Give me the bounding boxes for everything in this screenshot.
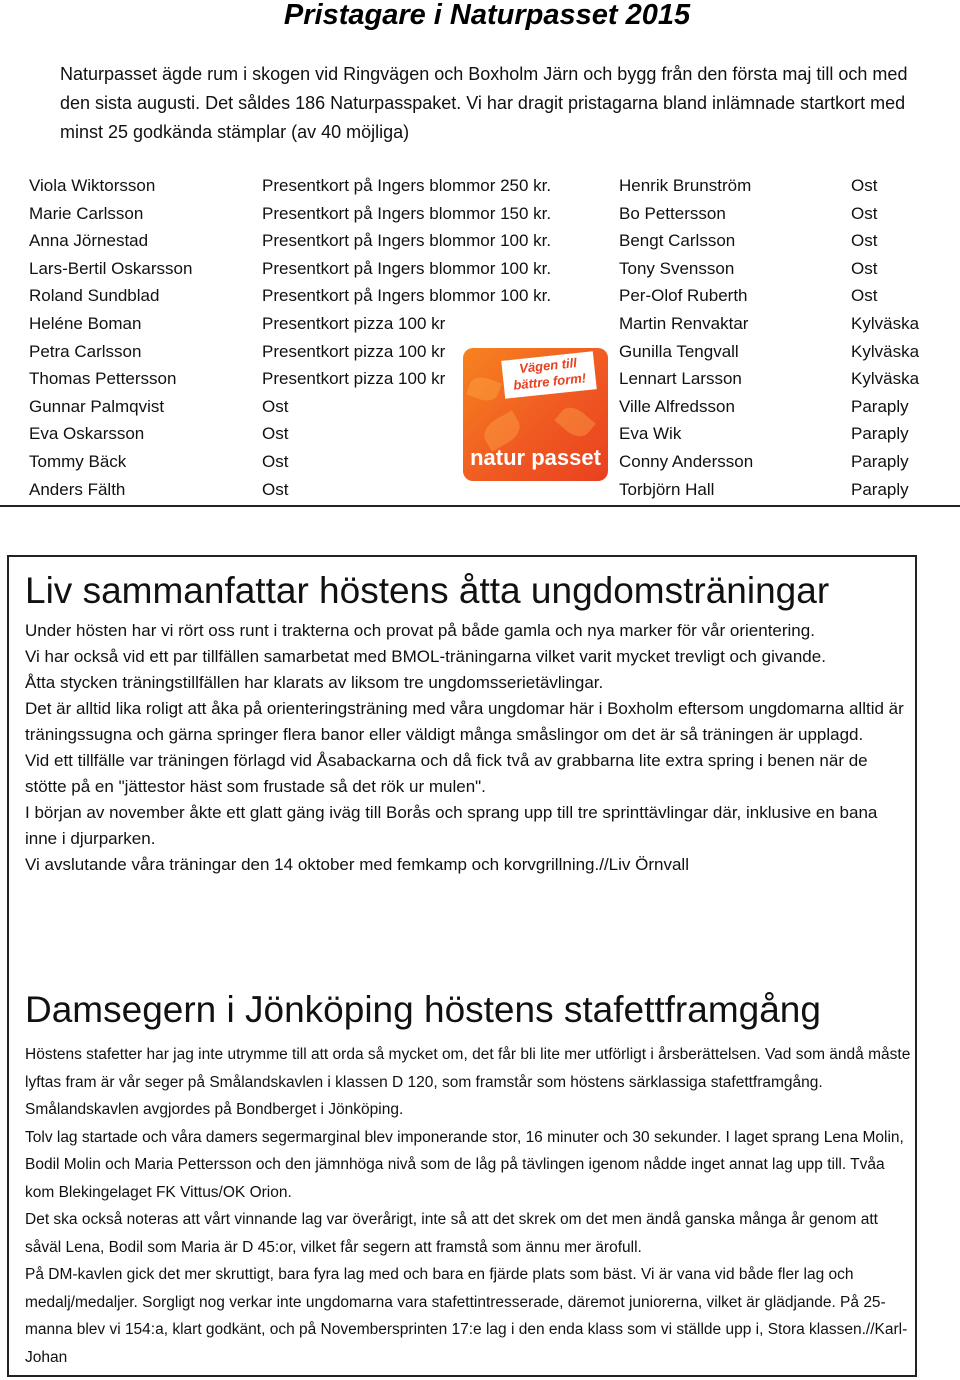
logo-brand: natur passet: [470, 445, 601, 470]
winner-prize: Presentkort på Ingers blommor 100 kr.: [262, 286, 552, 306]
article2-paragraph: Höstens stafetter har jag inte utrymme till att orda så mycket om, det får bli lite mer utförligt i årsberättelsen. Vad som ändå måste lyftas fram är vår seger på Smålandskavlen i klassen D 120, som framstår som höstens särklassiga stafettframgång. Smålandskavlen avgjordes på Bondberget i Jönköping.: [25, 1046, 911, 1118]
naturpasset-logo: [463, 348, 608, 481]
news-box: [7, 555, 917, 1377]
winner-prize: Presentkort på Ingers blommor 100 kr.: [262, 231, 552, 251]
winner-prize: Ost: [851, 286, 878, 306]
winner-name: Lennart Larsson: [619, 369, 742, 389]
winner-prize: Presentkort pizza 100 kr: [262, 313, 446, 333]
page-title: Pristagare i Naturpasset 2015: [283, 0, 691, 31]
winner-row: [29, 282, 949, 310]
winner-prize: Paraply: [851, 479, 909, 499]
winner-name: Lars-Bertil Oskarsson: [29, 258, 193, 278]
winner-prize: Paraply: [851, 396, 909, 416]
winner-prize: Presentkort på Ingers blommor 150 kr.: [262, 203, 552, 223]
article1-paragraph: I början av november åkte ett glatt gäng iväg till Borås och sprang upp till tre sprinttävlingar där, inklusive en bana inne i djurparken.: [25, 803, 878, 848]
article2-paragraph: På DM-kavlen gick det mer skruttigt, bara fyra lag med och bara en fjärde plats som bäst. Vi är vana vid både fler lag och medalj/medaljer. Sorgligt nog verkar inte ungdomarna vara stafettintresserade, däremot juniorerna, vilket är glädjande. På 25-manna blev vi 154:a, klart godkänt, och på Novembersprinten 17:e lag i den enda klass som vi ställde upp i, Stora klassen.//Karl-Johan: [25, 1266, 908, 1366]
article1-body: [25, 618, 905, 878]
article2-body: [25, 1041, 915, 1371]
winner-row: [29, 172, 949, 200]
winner-row: [29, 310, 949, 338]
article2-paragraph: Tolv lag startade och våra damers segermarginal blev imponerande stor, 16 minuter och 30 sekunder. I laget sprang Lena Molin, Bodil Molin och Maria Pettersson och den jämnhöga nivå som de låg på tävlingen igenom nådde inget annat lag upp till. Tvåa kom Blekingelaget FK Vittus/OK Orion.: [25, 1128, 904, 1201]
winner-name: Anders Fälth: [29, 479, 126, 499]
article2-heading: Damsegern i Jönköping höstens stafettframgång: [25, 989, 821, 1030]
winner-prize: Ost: [262, 396, 289, 416]
winner-prize: Ost: [851, 258, 878, 278]
winner-name: Gunilla Tengvall: [619, 341, 739, 361]
winner-name: Ville Alfredsson: [619, 396, 735, 416]
article1-paragraph: Det är alltid lika roligt att åka på orienteringsträning med våra ungdomar här i Boxholm eftersom ungdomarna alltid är träningssugna och gärna springer flera banor eller väldigt många småslingor om det är så träningen är upplagd.: [25, 699, 904, 744]
article1-paragraph: Vid ett tillfälle var träningen förlagd vid Åsabackarna och då fick två av grabbarna lite extra spring i benen när de stötte på en "jättestor häst som frustade så det rök ur mulen".: [25, 751, 868, 796]
winner-name: Viola Wiktorsson: [29, 176, 156, 195]
article1-paragraph: Under hösten har vi rört oss runt i trakterna och provat på både gamla och nya marker för vår orientering.: [25, 621, 815, 640]
article1-paragraph: Åtta stycken träningstillfällen har klarats av liksom tre ungdomsserietävlingar.: [25, 673, 604, 692]
winner-name: Eva Oskarsson: [29, 424, 145, 444]
winner-name: Martin Renvaktar: [619, 313, 749, 333]
winner-name: Thomas Pettersson: [29, 369, 177, 389]
winner-prize: Kylväska: [851, 341, 920, 361]
winner-prize: Kylväska: [851, 313, 920, 333]
winner-row: [29, 255, 949, 283]
winner-prize: Presentkort på Ingers blommor 100 kr.: [262, 258, 552, 278]
article1-heading: Liv sammanfattar höstens åtta ungdomsträningar: [25, 570, 830, 611]
winner-prize: Ost: [851, 231, 878, 251]
winner-row: [29, 227, 949, 255]
winner-name: Anna Jörnestad: [29, 231, 149, 251]
winner-name: Conny Andersson: [619, 451, 754, 471]
winner-prize: Paraply: [851, 451, 909, 471]
winner-name: Marie Carlsson: [29, 203, 144, 223]
winner-name: Torbjörn Hall: [619, 479, 715, 499]
winner-name: Henrik Brunström: [619, 176, 752, 195]
winner-name: Petra Carlsson: [29, 341, 142, 361]
winner-row: [29, 200, 949, 228]
logo-slogan: Vägen till bättre form!: [501, 351, 596, 398]
winner-prize: Presentkort på Ingers blommor 250 kr.: [262, 176, 552, 195]
winner-prize: Presentkort pizza 100 kr: [262, 341, 446, 361]
article1-paragraph: Vi avslutande våra träningar den 14 oktober med femkamp och korvgrillning.//Liv Örnvall: [25, 855, 689, 874]
winner-prize: Ost: [262, 424, 289, 444]
winner-name: Bo Pettersson: [619, 203, 726, 223]
article1-paragraph: Vi har också vid ett par tillfällen samarbetat med BMOL-träningarna vilket varit mycket trevligt och givande.: [25, 647, 826, 666]
leaf-decoration: [554, 402, 595, 442]
winner-name: Eva Wik: [619, 424, 682, 444]
winner-prize: Kylväska: [851, 369, 920, 389]
winner-prize: Paraply: [851, 424, 909, 444]
intro-text: Naturpasset ägde rum i skogen vid Ringvägen och Boxholm Järn och bygg från den första maj till och med den sista augusti. Det såldes 186 Naturpasspaket. Vi har dragit pristagarna bland inlämnade startkort med minst 25 godkända stämplar (av 40 möjliga): [60, 64, 908, 142]
winner-name: Per-Olof Ruberth: [619, 286, 748, 306]
section-divider: [0, 505, 960, 507]
winner-prize: Ost: [262, 479, 289, 499]
winner-name: Gunnar Palmqvist: [29, 396, 165, 416]
article2-paragraph: Det ska också noteras att vårt vinnande lag var överårigt, inte så att det skrek om det men ändå ganska många år genom att såväl Lena, Bodil som Maria är D 45:or, vilket får segern att framstå som ännu mer ärofull.: [25, 1211, 878, 1256]
winner-name: Bengt Carlsson: [619, 231, 736, 251]
winner-prize: Ost: [262, 451, 289, 471]
winner-name: Roland Sundblad: [29, 286, 160, 306]
winner-prize: Ost: [851, 176, 878, 195]
winner-prize: Presentkort pizza 100 kr: [262, 369, 446, 389]
leaf-decoration: [466, 374, 502, 405]
winner-name: Tommy Bäck: [29, 451, 127, 471]
winner-prize: Ost: [851, 203, 878, 223]
winner-name: Tony Svensson: [619, 258, 735, 278]
winner-name: Heléne Boman: [29, 313, 142, 333]
